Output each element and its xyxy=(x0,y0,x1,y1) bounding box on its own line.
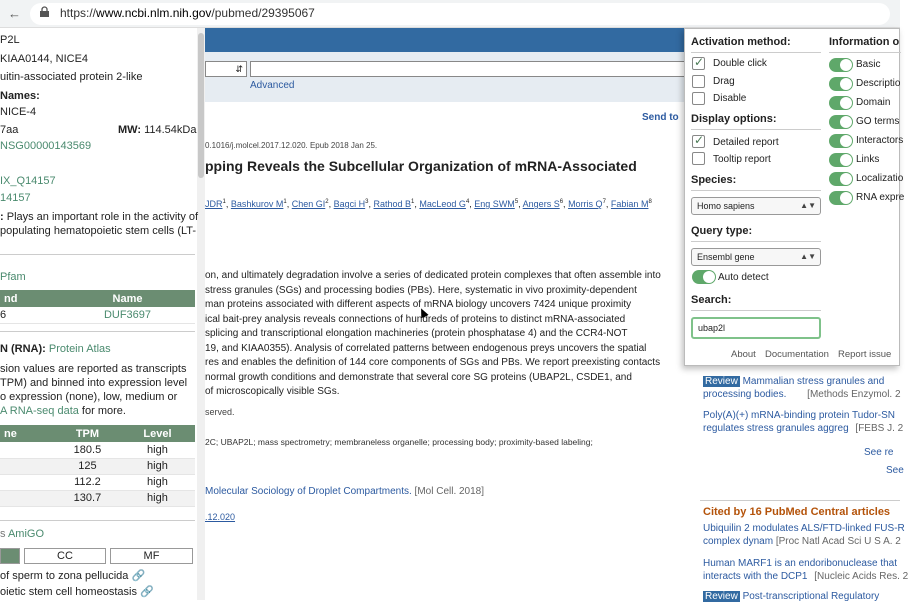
author-link[interactable]: Rathod B xyxy=(373,199,412,209)
go-tab-mf[interactable]: MF xyxy=(110,548,193,564)
address-url[interactable]: https://www.ncbi.nlm.nih.gov/pubmed/29395067 xyxy=(60,6,315,20)
comment-link[interactable]: Molecular Sociology of Droplet Compartments. xyxy=(205,486,412,497)
auto-detect-toggle[interactable] xyxy=(692,270,716,284)
cited-item-2[interactable]: Human MARF1 is an endoribonuclease that xyxy=(703,558,897,569)
drag-checkbox[interactable] xyxy=(692,75,705,88)
tpm-table: ne TPM Level 180.5 high 125 high 112.2 high 130.7 high xyxy=(0,425,195,507)
abstract-line: of microscopically visible SGs. xyxy=(205,386,340,397)
report-issue-link[interactable]: Report issue xyxy=(838,349,892,360)
function-text: : Plays an important role in the activity of xyxy=(0,211,199,223)
table-row: 6 DUF3697 xyxy=(0,307,195,323)
drag-label: Drag xyxy=(713,76,735,87)
divider xyxy=(691,129,821,130)
detailed-report-label: Detailed report xyxy=(713,137,779,148)
chevron-updown-icon: ▲▼ xyxy=(800,201,816,210)
back-arrow-icon[interactable]: ← xyxy=(8,6,21,21)
domain-table xyxy=(0,290,195,324)
abstract xyxy=(205,269,685,400)
disable-label: Disable xyxy=(713,93,747,104)
gene-search-input[interactable]: ubap2l xyxy=(691,317,821,339)
author-affiliation: 1 xyxy=(283,199,287,205)
lock-icon xyxy=(40,7,49,17)
doi-link[interactable]: .12.020 xyxy=(205,512,236,522)
author-link[interactable]: Morris Q xyxy=(568,199,603,209)
molecular-weight: MW: 114.54kDa xyxy=(118,124,197,136)
similar-item-2[interactable]: Poly(A)(+) mRNA-binding protein Tudor-SN xyxy=(703,410,896,421)
author-affiliation: 5 xyxy=(514,199,519,205)
external-link-icon[interactable]: 🔗 xyxy=(140,586,154,598)
author-link[interactable]: Bagci H xyxy=(333,199,366,209)
info-toggle[interactable] xyxy=(829,153,853,167)
detailed-report-checkbox[interactable] xyxy=(692,135,705,148)
cited-item-1-line2: complex dynam [Proc Natl Acad Sci U S A. 2 xyxy=(703,536,901,547)
abstract-line: 19, and KIAA0355). Analysis of correlated patterns between endogenous preys uncovers the spatial xyxy=(205,342,647,354)
cited-item-1[interactable]: Ubiquilin 2 modulates ALS/FTD-linked FUS-R xyxy=(703,523,905,534)
info-toggle-label: Interactors xyxy=(856,135,904,146)
search-heading: Search: xyxy=(691,294,732,306)
similar-item-2-line2: regulates stress granules aggreg [FEBS J. 2 xyxy=(703,423,904,434)
info-toggle[interactable] xyxy=(829,134,853,148)
disable-checkbox[interactable] xyxy=(692,92,705,105)
extension-popup xyxy=(684,28,905,366)
query-type-select[interactable]: Ensembl gene ▲▼ xyxy=(691,248,821,266)
ix-link[interactable]: IX_Q14157 xyxy=(0,175,56,187)
info-toggle-label: Localizatio xyxy=(856,173,904,184)
info-toggle-label: GO terms xyxy=(856,116,900,127)
copyright-line: served. xyxy=(205,407,235,417)
author-link[interactable]: Bashkurov M xyxy=(230,199,284,209)
divider xyxy=(700,500,900,501)
alt-name: NICE-4 xyxy=(0,106,37,118)
comment-source: [Mol Cell. 2018] xyxy=(414,486,485,497)
protein-length: 7aa xyxy=(0,124,19,136)
external-link-icon[interactable]: 🔗 xyxy=(131,570,146,582)
chevron-updown-icon: ⇵ xyxy=(235,64,243,74)
see-all-link[interactable]: See xyxy=(886,465,904,476)
see-reviews-link[interactable]: See re xyxy=(864,447,894,458)
species-select[interactable]: Homo sapiens ▲▼ xyxy=(691,197,821,215)
rna-desc: TPM) and binned into expression level xyxy=(0,377,188,389)
documentation-link[interactable]: Documentation xyxy=(765,349,829,360)
divider xyxy=(691,310,821,311)
cited-item-3[interactable]: Review Post-transcriptional Regulatory xyxy=(705,591,880,602)
abstract-line: ical bait-prey analysis reveals connections of hundreds of proteins to distinct mRNA-associated xyxy=(205,313,626,325)
domain-header-name: Name xyxy=(60,290,195,307)
chevron-updown-icon: ▲▼ xyxy=(800,252,816,261)
double-click-checkbox[interactable] xyxy=(692,57,705,70)
tooltip-report-checkbox[interactable] xyxy=(692,152,705,165)
divider xyxy=(691,52,821,53)
rna-label: N (RNA): Protein Atlas xyxy=(0,343,111,355)
info-toggle[interactable] xyxy=(829,115,853,129)
uniprot-link[interactable]: 14157 xyxy=(0,192,31,204)
abstract-line: on, and ultimately degradation involve a series of dedicated protein complexes that often assemble into xyxy=(205,270,661,281)
divider xyxy=(829,52,901,53)
pubmed-search-input[interactable] xyxy=(250,61,685,77)
info-toggle[interactable] xyxy=(829,191,853,205)
amigo-link[interactable]: s AmiGO xyxy=(0,528,45,540)
ncbi-header-bar xyxy=(205,28,685,52)
author-affiliation: 7 xyxy=(602,199,606,205)
display-heading: Display options: xyxy=(691,113,777,125)
ensembl-link[interactable]: NSG00000143569 xyxy=(0,140,92,152)
author-affiliation: 4 xyxy=(465,199,470,205)
abstract-line: splicing and transcriptional elongation machineries (protein phosphatase 4) and the CCR4-NOT xyxy=(205,328,628,339)
scrollbar-thumb[interactable] xyxy=(198,33,204,178)
table-row: 180.5 high xyxy=(0,442,195,458)
comment-in xyxy=(205,486,484,497)
information-heading: Information o xyxy=(829,36,900,48)
citation-line: 0.1016/j.molcel.2017.12.020. Epub 2018 Jan 25. xyxy=(205,141,378,150)
article-title: pping Reveals the Subcellular Organization of mRNA-Associated xyxy=(205,158,637,174)
names-label: Names: xyxy=(0,90,40,102)
protein-atlas-link[interactable]: Protein Atlas xyxy=(48,343,111,355)
similar-item-1-line2: processing bodies. [Methods Enzymol. 2 xyxy=(703,389,901,400)
abstract-line: man proteins associated with different aspects of mRNA biology uncovers 7424 unique proximity xyxy=(205,299,632,310)
similar-item-1[interactable]: Review Mammalian stress granules and xyxy=(705,376,885,387)
review-badge: Review xyxy=(705,376,738,387)
info-toggle-label: Descriptio xyxy=(856,78,901,89)
author-list: JDR$^1$, Bashkurov $M^1$, Chen $GI^2$, Bagci $H^3$, Rathod $B^1$, MacLeod $G^4$, Eng SWM$^5$, Angers $S^6$, Morris $Q^7$, Fabian $M^8$ xyxy=(205,199,652,209)
author-link[interactable]: Eng SWM xyxy=(474,199,515,209)
auto-detect-label: Auto detect xyxy=(718,272,769,283)
pfam-link[interactable]: Pfam xyxy=(0,271,26,283)
author-affiliation: 2 xyxy=(325,199,329,205)
domain-header-id: nd xyxy=(0,290,60,307)
domain-name-link[interactable]: DUF3697 xyxy=(60,307,195,323)
send-to-link[interactable]: Send to xyxy=(642,112,679,123)
database-select[interactable] xyxy=(205,61,247,77)
gene-aliases: KIAA0144, NICE4 xyxy=(0,53,89,65)
cited-item-2-line2: interacts with the DCP1 [Nucleic Acids Res. 2 xyxy=(703,571,908,582)
author-link[interactable]: Angers S xyxy=(522,199,560,209)
abstract-line: normal growth conditions and demonstrate that several core SG proteins (UBAP2L, CSDE1, and xyxy=(205,371,632,383)
go-term: oietic stem cell homeostasis 🔗 xyxy=(0,586,154,598)
author-affiliation: 3 xyxy=(365,199,369,205)
gene-full-name: uitin-associated protein 2-like xyxy=(0,71,143,83)
function-text-2: populating hematopoietic stem cells (LT- xyxy=(0,225,197,237)
author-affiliation: 1 xyxy=(222,199,226,205)
author-link[interactable]: Chen GI xyxy=(291,199,326,209)
table-row: 125 high xyxy=(0,458,195,474)
info-toggle-label: Domain xyxy=(856,97,891,108)
activation-heading: Activation method: xyxy=(691,36,791,48)
info-toggle[interactable] xyxy=(829,77,853,91)
species-heading: Species: xyxy=(691,174,737,186)
info-toggle[interactable] xyxy=(829,58,853,72)
info-toggle-label: RNA expre xyxy=(856,192,905,203)
go-tab-cc[interactable]: CC xyxy=(24,548,106,564)
cited-by-heading: Cited by 16 PubMed Central articles xyxy=(703,506,891,518)
author-link[interactable]: Fabian M xyxy=(610,199,649,209)
go-term: of sperm to zona pellucida 🔗 xyxy=(0,570,146,582)
tooltip-report-label: Tooltip report xyxy=(713,154,771,165)
info-toggle[interactable] xyxy=(829,96,853,110)
rna-desc: o expression (none), low, medium or xyxy=(0,391,178,403)
search-area xyxy=(205,52,685,102)
table-row: 130.7 high xyxy=(0,490,195,506)
rna-desc: sion values are reported as transcripts xyxy=(0,363,187,375)
author-affiliation: 1 xyxy=(411,199,415,205)
abstract-line: stress granules (SGs) and processing bodies (PBs). Here, systematic in vivo proximity-dependent xyxy=(205,284,637,296)
author-affiliation: 6 xyxy=(559,199,564,205)
double-click-label: Double click xyxy=(713,58,767,69)
go-tab-bp[interactable] xyxy=(0,548,20,564)
query-type-heading: Query type: xyxy=(691,225,753,237)
browser-toolbar xyxy=(0,0,900,28)
divider xyxy=(691,241,821,242)
info-toggle-label: Links xyxy=(856,154,880,165)
keywords-line: 2C; UBAP2L; mass spectrometry; membraneless organelle; processing body; proximity-based labeling; xyxy=(205,437,593,447)
divider xyxy=(0,520,195,521)
divider xyxy=(0,254,195,255)
info-toggle-label: Basic xyxy=(856,59,881,70)
advanced-search-link[interactable]: Advanced xyxy=(250,80,295,91)
gene-info-panel xyxy=(0,28,205,600)
author-link[interactable]: JDR xyxy=(205,199,223,209)
rna-desc: A RNA-seq data for more. xyxy=(0,405,126,417)
author-affiliation: 8 xyxy=(648,199,652,205)
divider xyxy=(691,190,821,191)
table-row: 112.2 high xyxy=(0,474,195,490)
abstract-line: res and enables the definition of 144 core components of SGs and PBs. We report preexisting contacts xyxy=(205,357,661,368)
about-link[interactable]: About xyxy=(731,349,756,360)
divider xyxy=(0,331,195,332)
rna-seq-link[interactable]: A RNA-seq data xyxy=(0,405,79,417)
gene-symbol: P2L xyxy=(0,34,20,46)
info-toggle[interactable] xyxy=(829,172,853,186)
author-link[interactable]: MacLeod G xyxy=(419,199,466,209)
